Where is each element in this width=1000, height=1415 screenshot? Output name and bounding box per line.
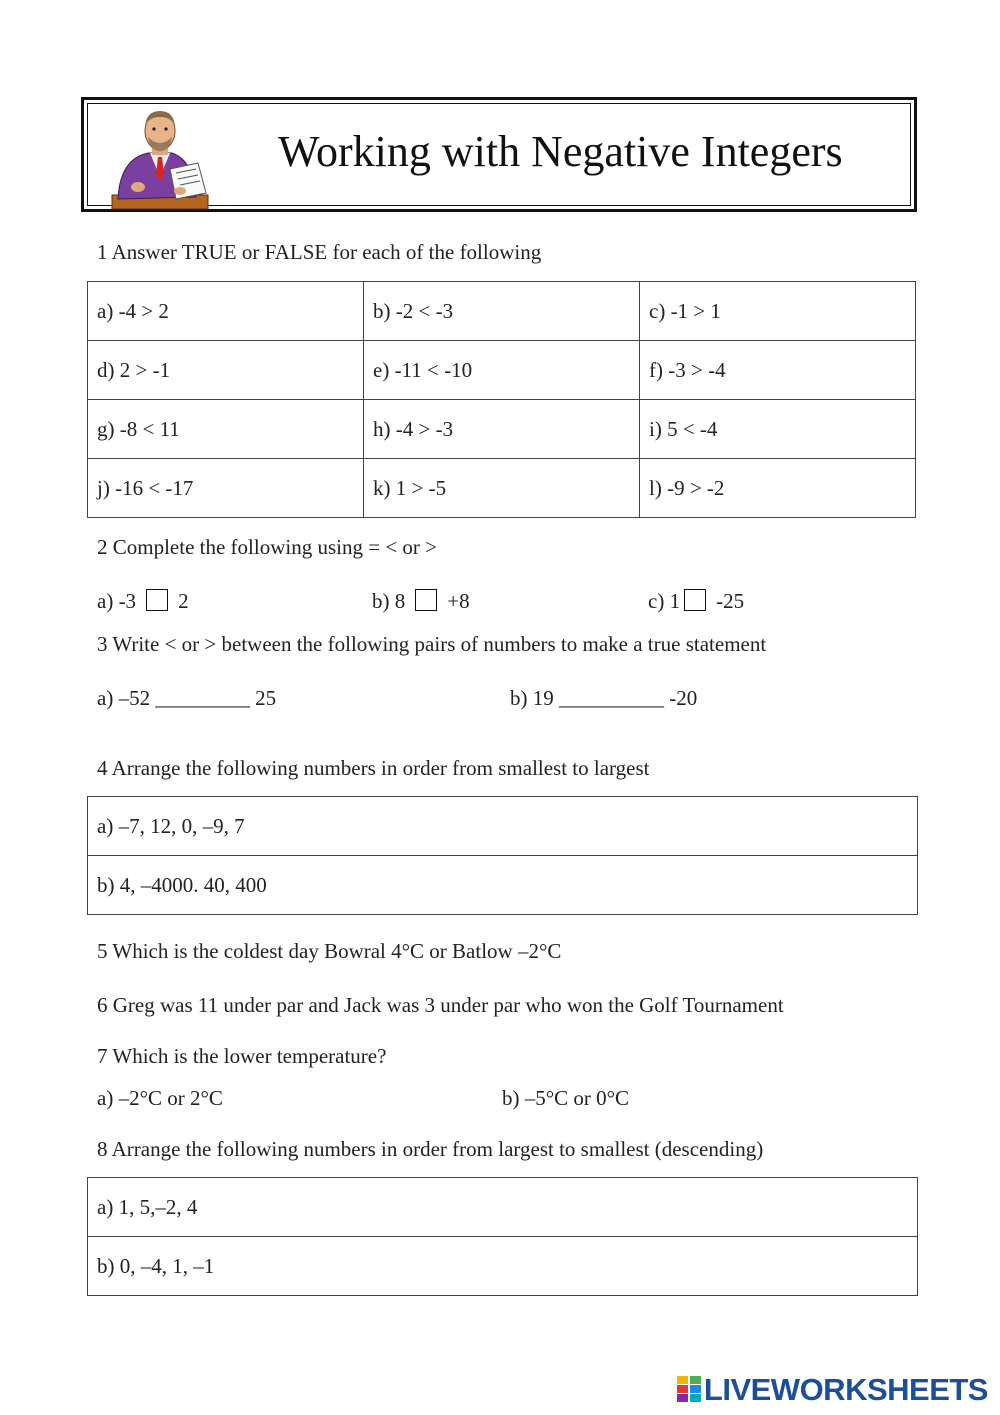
question-4-prompt: 4 Arrange the following numbers in order from smallest to largest: [97, 756, 650, 780]
question-6: 6 Greg was 11 under par and Jack was 3 under par who won the Golf Tournament: [97, 993, 784, 1017]
table-cell: a) -4 > 2: [88, 282, 364, 341]
answer-box[interactable]: [415, 589, 437, 611]
question-8-table: [87, 1177, 918, 1296]
item-left: b) 8: [372, 589, 406, 613]
table-cell: c) -1 > 1: [640, 282, 916, 341]
table-row: [88, 459, 916, 518]
question-2-prompt: 2 Complete the following using = < or >: [97, 535, 437, 559]
question-2-item-a: [97, 589, 189, 614]
question-7-item-a: a) –2°C or 2°C: [97, 1086, 223, 1110]
table-row: [88, 341, 916, 400]
liveworksheets-watermark: [677, 1372, 988, 1408]
title-box-inner-border: [87, 103, 911, 206]
table-row: [88, 1237, 918, 1296]
question-2-item-b: [372, 589, 470, 614]
question-1-table: [87, 281, 916, 518]
table-cell: j) -16 < -17: [88, 459, 364, 518]
table-cell: b) -2 < -3: [364, 282, 640, 341]
table-cell[interactable]: b) 0, –4, 1, –1: [88, 1237, 918, 1296]
table-cell: d) 2 > -1: [88, 341, 364, 400]
teacher-clipart-icon: [110, 107, 212, 213]
question-3-item-b[interactable]: b) 19 __________ -20: [510, 686, 698, 710]
table-row: [88, 856, 918, 915]
question-7-prompt: 7 Which is the lower temperature?: [97, 1044, 387, 1068]
question-1-prompt: 1 Answer TRUE or FALSE for each of the following: [97, 240, 542, 264]
question-5: 5 Which is the coldest day Bowral 4°C or Batlow –2°C: [97, 939, 562, 963]
question-8-prompt: 8 Arrange the following numbers in order from largest to smallest (descending): [97, 1137, 764, 1161]
page-title: Working with Negative Integers: [278, 127, 843, 176]
table-cell: i) 5 < -4: [640, 400, 916, 459]
table-cell: k) 1 > -5: [364, 459, 640, 518]
answer-box[interactable]: [684, 589, 706, 611]
question-3-item-a[interactable]: a) –52 _________ 25: [97, 686, 277, 710]
item-right: +8: [447, 589, 470, 613]
table-cell: e) -11 < -10: [364, 341, 640, 400]
question-4-table: [87, 796, 918, 915]
table-row: [88, 400, 916, 459]
item-left: a) -3: [97, 589, 137, 613]
liveworksheets-logo-icon: [677, 1376, 701, 1402]
item-right: 2: [178, 589, 189, 613]
table-row: [88, 1178, 918, 1237]
table-row: [88, 282, 916, 341]
question-2-item-c: [648, 589, 744, 614]
table-cell: g) -8 < 11: [88, 400, 364, 459]
watermark-text: LIVEWORKSHEETS: [703, 1372, 988, 1407]
question-3-prompt: 3 Write < or > between the following pairs of numbers to make a true statement: [97, 632, 767, 656]
item-right: -25: [716, 589, 745, 613]
table-row: [88, 797, 918, 856]
item-left: c) 1: [648, 589, 681, 613]
table-cell: f) -3 > -4: [640, 341, 916, 400]
table-cell[interactable]: b) 4, –4000. 40, 400: [88, 856, 918, 915]
question-7-item-b: b) –5°C or 0°C: [502, 1086, 630, 1110]
table-cell[interactable]: a) 1, 5,–2, 4: [88, 1178, 918, 1237]
table-cell: l) -9 > -2: [640, 459, 916, 518]
table-cell: h) -4 > -3: [364, 400, 640, 459]
answer-box[interactable]: [146, 589, 168, 611]
table-cell[interactable]: a) –7, 12, 0, –9, 7: [88, 797, 918, 856]
title-box: [81, 97, 917, 212]
